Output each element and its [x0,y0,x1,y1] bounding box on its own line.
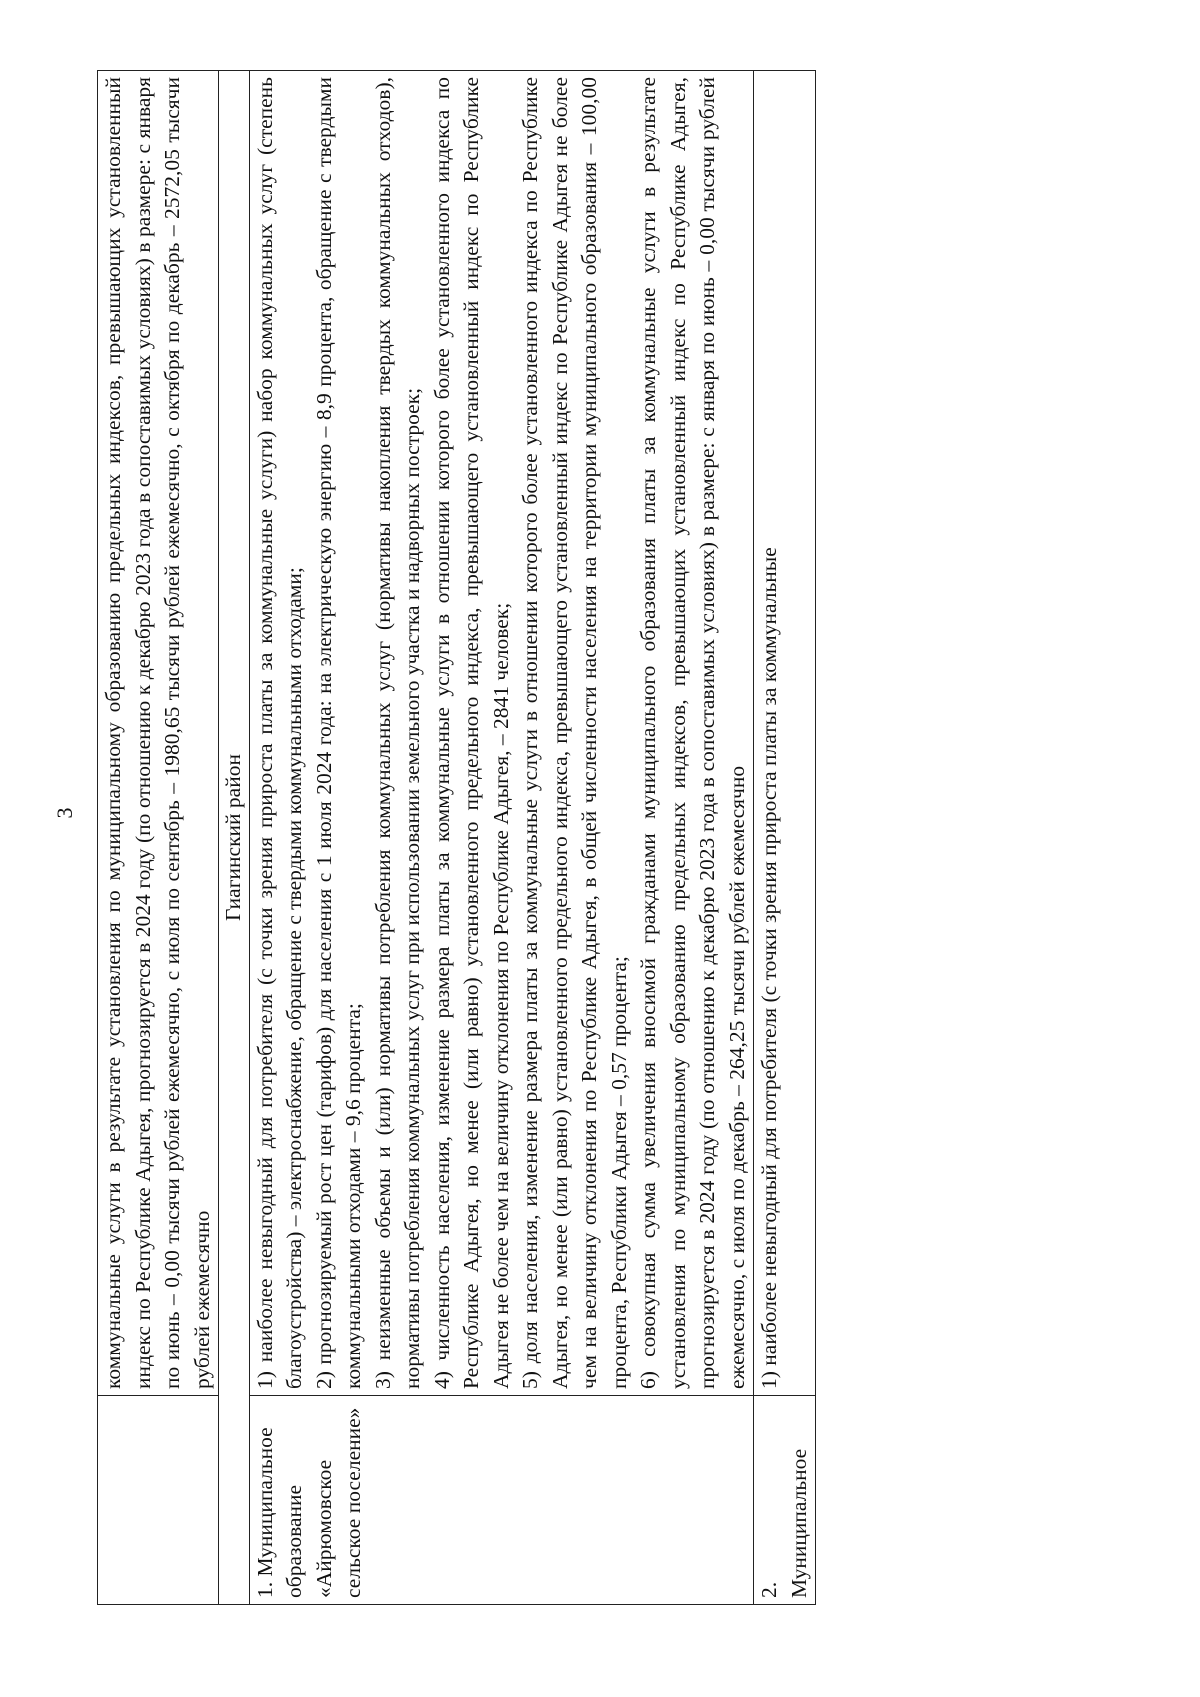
row-number: 2. [757,1581,781,1598]
section-title: Гиагинский район [219,71,250,1605]
document-table [97,70,816,1605]
list-item: 4) численность населения, изменение размера платы за коммунальные услуги в отношении которого более установленного индекса по Республике Адыгея, но менее (или равно) установленного предельного индекса, превышающего установленный индекс по Республике Адыгея не более чем на величину отклонения по Республике Адыгея, – 2841 человек; [429,77,513,1389]
page-number: 3 [52,807,77,819]
document-table-sheet [97,77,1057,1605]
top-block-text: коммунальные услуги в результате установления по муниципальному образованию предельных индексов, превышающих установленный индекс по Республике Адыгея, прогнозируется в 2024 году (по отношению к декабрю 2023 года в сопоставимых условиях) в размере: с января по июнь – 0,00 тысячи рублей ежемесячно, с июля по сентябрь – 1980,65 тысячи рублей ежемесячно, с октября по декабрь – 2572,05 тысячи рублей ежемесячно [101,77,214,1389]
municipality-name [754,1396,816,1605]
table-row [249,71,754,1605]
municipality-details [754,71,816,1396]
list-item: 2) прогнозируемый рост цен (тарифов) для населения с 1 июля 2024 года: на электрическую энергию – 8,9 процента, обращение с твердыми коммунальными отходами – 9,6 процента; [311,77,365,1389]
table-cell-text [98,71,219,1396]
list-item: 6) совокупная сумма увеличения вносимой гражданами муниципального образования платы за коммунальные услуги в результате установления по муниципальному образованию предельных индексов, превышающих установленный индекс по Республике Адыгея, прогнозируется в 2024 году (по отношению к декабрю 2023 года в сопоставимых условиях) в размере: с января по июнь – 0,00 тысячи рублей ежемесячно, с июля по декабрь – 264,25 тысячи рублей ежемесячно [636,77,749,1389]
table-row [98,71,219,1605]
table-cell-empty [98,1396,219,1605]
section-row [219,71,250,1605]
municipality-name: 1. Муниципальное образование «Айрюмовское сельское поселение» [249,1396,754,1605]
list-item: 1) наиболее невыгодный для потребителя (с точки зрения прироста платы за коммунальные [757,547,781,1389]
table-row [754,71,816,1605]
municipality-details [249,71,754,1396]
list-item: 5) доля населения, изменение размера платы за коммунальные услуги в отношении которого более установленного индекса по Республике Адыгея, но менее (или равно) установленного предельного индекса, превышающего установленный индекс по Республике Адыгея не более чем на величину отклонения по Республике Адыгея, в общей численности населения на территории муниципального образования – 100,00 процента, Республики Адыгея – 0,57 процента; [518,77,631,1389]
municipality-label: Муниципальное [786,1448,811,1598]
list-item: 3) неизменные объемы и (или) нормативы потребления коммунальных услуг (нормативы накопления твердых коммунальных отходов), нормативы потребления коммунальных услуг при использовании земельного участка и надворных построек; [370,77,424,1389]
list-item: 1) наиболее невыгодный для потребителя (с точки зрения прироста платы за коммунальные услуги) набор коммунальных услуг (степень благоустройства) – электроснабжение, обращение с твердыми коммунальными отходами; [252,77,306,1389]
